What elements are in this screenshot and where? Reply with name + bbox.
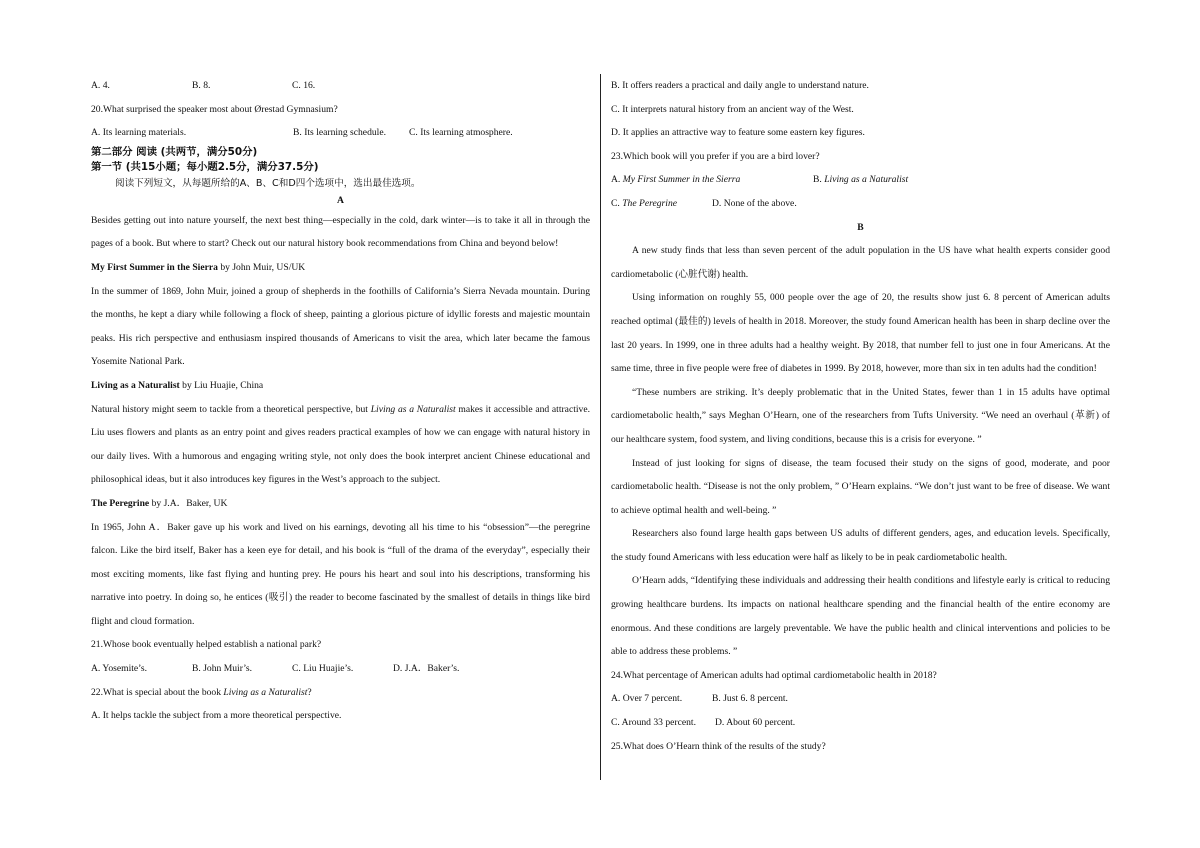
- passage-b-paragraph-5: Researchers also found large health gaps between US adults of different genders, ages, and education levels. Specifically, the study found Americans with less education were half as likely to be in peak cardiometabolic health.: [611, 528, 1110, 563]
- q23-option-b: [813, 168, 908, 192]
- book2-text-start: Natural history might seem to tackle from a theoretical perspective, but: [91, 403, 371, 415]
- q19-option-c: C. 16.: [292, 80, 316, 91]
- q22-option-c: C. It interprets natural history from an ancient way of the West.: [611, 103, 854, 115]
- part2-heading: 第二部分 阅读 (共两节，满分50分): [91, 145, 258, 158]
- book2-text-title: Living as a Naturalist: [370, 403, 456, 415]
- q23-option-d: D. None of the above.: [712, 197, 797, 209]
- book1-title: My First Summer in the Sierra: [91, 261, 218, 273]
- q21-option-c: C. Liu Huajie’s.: [292, 663, 354, 675]
- q19-options: [91, 74, 590, 98]
- book3-heading: [91, 492, 590, 516]
- q22-option-d: D. It applies an attractive way to feature some eastern key figures.: [611, 127, 865, 139]
- book1-byline: by John Muir, US/UK: [217, 261, 306, 273]
- q24-option-c: C. Around 33 percent.: [611, 717, 696, 729]
- q24-options-row1: [611, 687, 1110, 711]
- q23-option-c-letter: C.: [611, 197, 623, 209]
- book3-title: The Peregrine: [91, 497, 150, 509]
- q22-option-b: B. It offers readers a practical and daily angle to understand nature.: [611, 80, 869, 91]
- q22-stem-end: ?: [307, 686, 312, 698]
- q23-option-a-letter: A.: [611, 174, 623, 186]
- q22-stem-title: Living as a Naturalist: [223, 686, 308, 698]
- q23-option-b-letter: B.: [813, 174, 825, 186]
- q24-options-row2: [611, 711, 1110, 735]
- q23-option-a-title: My First Summer in the Sierra: [622, 174, 741, 186]
- book2-heading: [91, 374, 590, 398]
- q21-options: [91, 657, 590, 681]
- q25-stem: 25.What does O’Hearn think of the results of the study?: [611, 740, 826, 752]
- q24-option-d: D. About 60 percent.: [715, 717, 796, 729]
- q23-options-row2: [611, 192, 1110, 216]
- left-column: [91, 74, 590, 728]
- q23-option-b-title: Living as a Naturalist: [824, 174, 909, 186]
- q22-option-a: A. It helps tackle the subject from a more theoretical perspective.: [91, 710, 342, 722]
- q22-stem: [91, 681, 590, 705]
- passage-a-label: A: [337, 194, 344, 206]
- q20-stem: 20.What surprised the speaker most about Ørestad Gymnasium?: [91, 103, 338, 115]
- passage-b-paragraph-2: Using information on roughly 55, 000 people over the age of 20, the results show just 6. 8 percent of American adults reached optimal (最佳的) levels of health in 2018. Moreover, the study found American health has been in sharp decline over the last 20 years. In 1999, one in three adults had a healthy weight. By 2018, that number fell to just one in four Americans. At the same time, three in five people were free of diabetes in 1999. By 2018, however, more than six in ten adults had the condition!: [611, 292, 1110, 375]
- q20-option-b: B. Its learning schedule.: [293, 127, 386, 139]
- book2-title: Living as a Naturalist: [91, 379, 180, 391]
- q24-option-a: A. Over 7 percent.: [611, 693, 683, 705]
- column-divider: [600, 74, 601, 780]
- book2-text-end: makes it accessible and attractive. Liu uses flowers and plants as an entry point and gives readers practical examples of how we can engage with natural history in our daily lives. With a humorous and engaging writing style, not only does the book interpret ancient Chinese educational and philosophical ideas, but it also introduces key figures in the West’s approach to the subject.: [91, 403, 590, 486]
- passage-b-paragraph-6: O’Hearn adds, “Identifying these individuals and addressing their health conditions and lifestyle early is critical to reducing growing healthcare burdens. Its impacts on national healthcare spending and the financial health of the entire economy are enormous. And these conditions are largely preventable. We have the public health and clinical interventions and policies to be able to address these problems. ”: [611, 575, 1110, 658]
- q23-option-a: [611, 168, 813, 192]
- q21-option-b: B. John Muir’s.: [192, 663, 253, 675]
- q23-options-row1: [611, 168, 1110, 192]
- passage-b-paragraph-4: Instead of just looking for signs of disease, the team focused their study on the signs of good, moderate, and poor cardiometabolic health. “Disease is not the only problem, ” O’Hearn explains. “We don’t just want to be free of disease. We want to achieve optimal health and well-being. ”: [611, 457, 1110, 516]
- q23-option-c-title: The Peregrine: [622, 197, 677, 209]
- q19-option-a: A. 4.: [91, 80, 110, 91]
- book1-text: In the summer of 1869, John Muir, joined a group of shepherds in the foothills of California’s Sierra Nevada mountain. During the months, he kept a diary while following a flock of sheep, painting a glorious picture of idyllic forests and majestic mountain peaks. His rich perspective and enthusiasm inspired thousands of Americans to visit the area, which later became the famous Yosemite National Park.: [91, 285, 590, 368]
- book2-byline: by Liu Huajie, China: [179, 379, 264, 391]
- q23-option-c: [611, 192, 712, 216]
- q19-option-b: B. 8.: [192, 80, 211, 91]
- q20-options: [91, 121, 590, 145]
- q24-stem: 24.What percentage of American adults had optimal cardiometabolic health in 2018?: [611, 669, 937, 681]
- q21-option-a: A. Yosemite’s.: [91, 663, 147, 675]
- passage-b-label: B: [857, 221, 864, 233]
- q21-stem: 21.Whose book eventually helped establish a national park?: [91, 639, 322, 651]
- passage-a-intro: Besides getting out into nature yourself, the next best thing—especially in the cold, dark winter—is to take it all in through the pages of a book. But where to start? Check out our natural history book recommendations from China and beyond below!: [91, 214, 590, 250]
- q20-option-c: C. Its learning atmosphere.: [409, 127, 513, 139]
- passage-b-paragraph-1: A new study finds that less than seven percent of the adult population in the US have what health experts consider good cardiometabolic (心脏代谢) health.: [611, 245, 1110, 280]
- book2-text: [91, 398, 590, 492]
- passage-b-paragraph-3: “These numbers are striking. It’s deeply problematic that in the United States, fewer than 1 in 15 adults have optimal cardiometabolic health,” says Meghan O’Hearn, one of the researchers from Tufts University. “We need an overhaul (革新) of our healthcare system, food system, and living conditions, because this is a crisis for everyone. ”: [611, 386, 1110, 445]
- reading-instruction: 阅读下列短文，从每题所给的A、B、C和D四个选项中，选出最佳选项。: [115, 177, 421, 189]
- section1-heading: 第一节 (共15小题；每小题2.5分，满分37.5分): [91, 160, 319, 173]
- q24-option-b: B. Just 6. 8 percent.: [712, 693, 788, 705]
- q21-option-d: D. J.A．Baker’s.: [393, 663, 460, 675]
- q20-option-a: A. Its learning materials.: [91, 127, 187, 139]
- book1-heading: [91, 256, 590, 280]
- q22-stem-start: 22.What is special about the book: [91, 686, 224, 698]
- q23-stem: 23.Which book will you prefer if you are a bird lover?: [611, 150, 820, 162]
- book3-text: In 1965, John A．Baker gave up his work and lived on his earnings, devoting all his time to his “obsession”—the peregrine falcon. Like the bird itself, Baker has a keen eye for detail, and his book is “full of the drama of the everyday”, especially their most exciting moments, like fast flying and hunting prey. He pours his heart and soul into his descriptions, transforming his narrative into poetry. In doing so, he entices (吸引) the reader to become fascinated by the smallest of details in things like bird flight and cloud formation.: [91, 521, 590, 627]
- book3-byline: by J.A．Baker, UK: [149, 497, 228, 509]
- right-column: [611, 74, 1110, 758]
